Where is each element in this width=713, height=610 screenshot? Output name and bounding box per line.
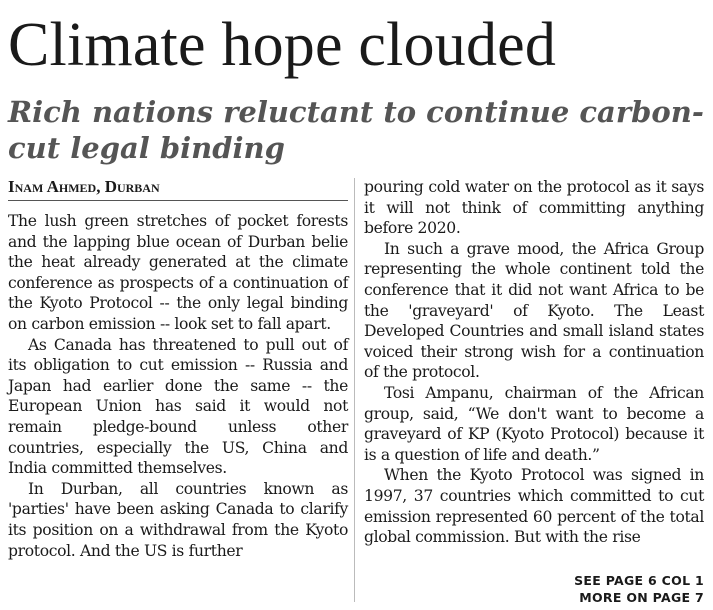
- paragraph: pouring cold water on the protocol as it says it will not think of committing anything before 2020.: [364, 178, 704, 238]
- paragraph: As Canada has threatened to pull out of its obligation to cut emission -- Russia and Japan had earlier done the same -- the European Union has said it would not remain pledge-bound unless other countries, especially the US, China and India committed themselves.: [8, 335, 348, 478]
- article-column-left: [8, 211, 348, 561]
- paragraph: In Durban, all countries known as 'parties' have been asking Canada to clarify its position on a withdrawal from the Kyoto protocol. And the US is further: [8, 479, 348, 560]
- subheadline: Rich nations reluctant to continue carbon-cut legal binding: [8, 95, 704, 165]
- paragraph: When the Kyoto Protocol was signed in 1997, 37 countries which committed to cut emission represented 60 percent of the total global commission. But with the rise: [364, 466, 704, 547]
- article-column-right: [364, 177, 704, 548]
- byline: Inam Ahmed, Durban: [8, 177, 348, 201]
- column-divider: [354, 178, 355, 602]
- jump-line-more: MORE ON PAGE 7: [579, 590, 704, 605]
- paragraph: In such a grave mood, the Africa Group representing the whole continent told the conference that it did not want Africa to be the 'graveyard' of Kyoto. The Least Developed Countries and small island states voiced their strong wish for a continuation of the protocol.: [364, 239, 704, 382]
- paragraph: Tosi Ampanu, chairman of the African group, said, “We don't want to become a graveyard of KP (Kyoto Protocol) because it is a question of life and death.”: [364, 383, 704, 464]
- headline: Climate hope clouded: [8, 11, 557, 79]
- jump-line-continuation: SEE PAGE 6 COL 1: [574, 573, 704, 588]
- paragraph: The lush green stretches of pocket forests and the lapping blue ocean of Durban belie the heat already generated at the climate conference as prospects of a continuation of the Kyoto Protocol -- the only legal binding on carbon emission -- look set to fall apart.: [8, 212, 348, 333]
